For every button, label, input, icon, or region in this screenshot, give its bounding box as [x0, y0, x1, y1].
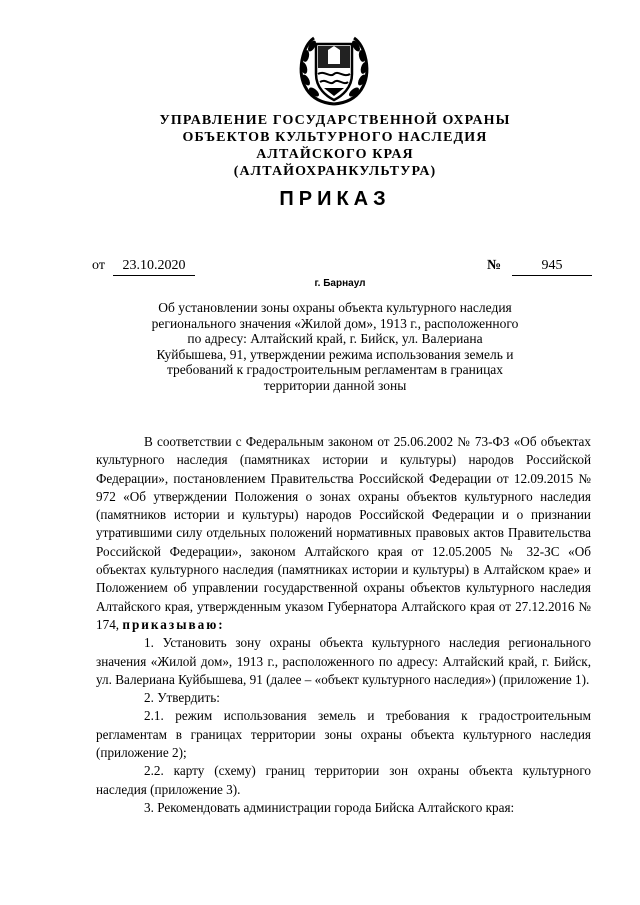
item-2-2: 2.2. карту (схему) границ территории зон охраны объекта культурного наследия (приложение 3).: [96, 763, 591, 797]
number-prefix: №: [487, 258, 502, 273]
order-word: приказываю:: [122, 616, 225, 632]
subject-line: регионального значения «Жилой дом», 1913 г., расположенного: [151, 315, 519, 331]
preamble-paragraph: [96, 433, 591, 634]
org-line: (АЛТАЙОХРАНКУЛЬТУРА): [233, 164, 437, 179]
date-prefix: от: [92, 258, 105, 273]
organization-name: [60, 112, 610, 180]
item-1: 1. Установить зону охраны объекта культурного наследия регионального значения «Жилой дом», 1913 г., расположенного по адресу: Алтайский край, г. Бийск, ул. Валериана Куйбышева, 91 (далее – «объект культурного наследия») (приложение 1).: [96, 635, 591, 687]
subject-line: Куйбышева, 91, утверждении режима использования земель и: [156, 346, 514, 362]
document-subject: [120, 300, 550, 393]
item-2-1: 2.1. режим использования земель и требования к градостроительным регламентам в границах территории зоны охраны объекта культурного наследия (приложение 2);: [96, 708, 591, 761]
document-type-title: ПРИКАЗ: [279, 188, 391, 210]
city-name: г. Барнаул: [314, 278, 366, 289]
subject-line: по адресу: Алтайский край, г. Бийск, ул. Валериана: [187, 331, 483, 346]
altai-krai-coat-of-arms-icon: [294, 30, 374, 110]
subject-line: требований к градостроительным регламентам в границах: [166, 362, 504, 377]
document-date: 23.10.2020: [113, 258, 195, 276]
document-body: [96, 433, 591, 817]
subject-line: Об установлении зоны охраны объекта культурного наследия: [158, 300, 512, 315]
document-number: 945: [512, 258, 592, 276]
preamble-text: В соответствии с Федеральным законом от 25.06.2002 № 73-ФЗ «Об объектах культурного наследия (памятниках истории и культуры) народов Российской Федерации», постановлением Правительства Российской Федерации от 12.09.2015 № 972 «Об утверждении Положения о зонах охраны объектов культурного наследия (памятников истории и культуры) народов Российской Федерации и о признании утратившими силу отдельных положений нормативных правовых актов Правительства Российской Федерации», законом Алтайского края от 12.05.2005 № 32-ЗС «Об объектах культурного наследия (памятниках истории и культуры) в Алтайском крае» и Положением об управлении государственной охраны объектов культурного наследия Алтайского края, утвержденным указом Губернатора Алтайского края от 27.12.2016 № 174,: [96, 434, 591, 632]
org-line: ОБЪЕКТОВ КУЛЬТУРНОГО НАСЛЕДИЯ: [182, 130, 488, 145]
subject-line: территории данной зоны: [263, 377, 407, 393]
org-line: АЛТАЙСКОГО КРАЯ: [256, 147, 414, 162]
item-3: 3. Рекомендовать администрации города Бийска Алтайского края:: [144, 799, 515, 815]
item-2: 2. Утвердить:: [144, 690, 220, 706]
org-line: УПРАВЛЕНИЕ ГОСУДАРСТВЕННОЙ ОХРАНЫ: [159, 113, 511, 128]
